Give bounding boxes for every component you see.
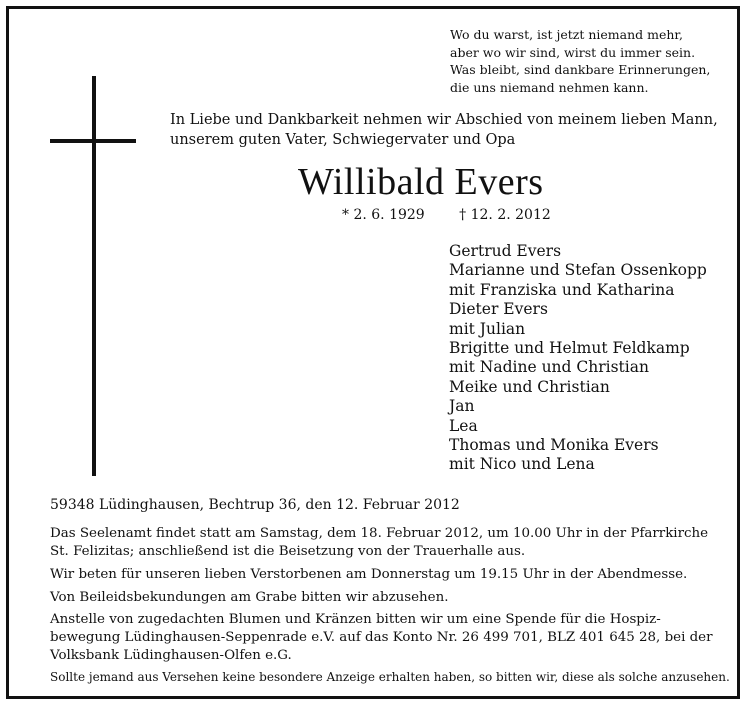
footer-note bbox=[50, 668, 730, 686]
family-list bbox=[449, 242, 707, 475]
donation-line: Volksbank Lüdinghausen-Olfen e.G. bbox=[50, 648, 292, 664]
family-line: Brigitte und Helmut Feldkamp bbox=[449, 339, 690, 358]
place-and-date: 59348 Lüdinghausen, Bechtrup 36, den 12. Februar 2012 bbox=[50, 497, 460, 513]
intro-text bbox=[170, 110, 718, 150]
poem-line: die uns niemand nehmen kann. bbox=[450, 79, 649, 95]
family-line: Marianne und Stefan Ossenkopp bbox=[449, 261, 707, 280]
family-line: mit Julian bbox=[449, 319, 526, 338]
condolences-notice bbox=[50, 589, 700, 607]
cross-vertical-bar bbox=[92, 76, 96, 476]
footer-line: Sollte jemand aus Versehen keine besondere Anzeige erhalten haben, so bitten wir, diese als solche anzusehen. bbox=[50, 670, 730, 684]
donation-line: bewegung Lüdinghausen-Seppenrade e.V. auf das Konto Nr. 26 499 701, BLZ 401 645 28, bei der bbox=[50, 630, 713, 646]
family-line: Jan bbox=[449, 397, 475, 416]
family-line: Meike und Christian bbox=[449, 377, 610, 396]
donation-notice bbox=[50, 611, 713, 666]
poem-line: Wo du warst, ist jetzt niemand mehr, bbox=[450, 27, 683, 42]
family-line: mit Nico und Lena bbox=[449, 455, 595, 474]
intro-line: In Liebe und Dankbarkeit nehmen wir Abschied von meinem lieben Mann, bbox=[170, 112, 718, 128]
poem bbox=[450, 26, 710, 96]
cross-horizontal-bar bbox=[50, 139, 136, 143]
family-line: Gertrud Evers bbox=[449, 242, 562, 260]
poem-line: Was bleibt, sind dankbare Erinnerungen, bbox=[450, 62, 711, 77]
intro-line: unserem guten Vater, Schwiegervater und Opa bbox=[170, 132, 516, 148]
mass-notice bbox=[50, 525, 709, 561]
donation-line: Anstelle von zugedachten Blumen und Kränzen bitten wir um eine Spende für die Hospiz- bbox=[50, 612, 661, 627]
mass-notice-line: St. Felizitas; anschließend ist die Beisetzung von der Trauerhalle aus. bbox=[50, 544, 526, 560]
family-line: mit Franziska und Katharina bbox=[449, 280, 675, 299]
poem-line: aber wo wir sind, wirst du immer sein. bbox=[450, 44, 696, 60]
family-line: Dieter Evers bbox=[449, 300, 548, 319]
deceased-name: Willibald Evers bbox=[298, 161, 544, 203]
evening-mass-line: Wir beten für unseren lieben Verstorbenen am Donnerstag um 19.15 Uhr in der Abendmesse. bbox=[50, 567, 688, 582]
family-line: Lea bbox=[449, 416, 478, 435]
evening-mass-notice bbox=[50, 566, 700, 584]
condolences-line: Von Beileidsbekundungen am Grabe bitten wir abzusehen. bbox=[50, 590, 449, 605]
family-line: mit Nadine und Christian bbox=[449, 358, 649, 377]
death-date: † 12. 2. 2012 bbox=[459, 207, 551, 223]
mass-notice-line: Das Seelenamt findet statt am Samstag, dem 18. Februar 2012, um 10.00 Uhr in der Pfarrkirche bbox=[50, 526, 709, 541]
life-dates bbox=[342, 206, 551, 224]
family-line: Thomas und Monika Evers bbox=[449, 436, 659, 455]
birth-date: * 2. 6. 1929 bbox=[342, 207, 425, 223]
